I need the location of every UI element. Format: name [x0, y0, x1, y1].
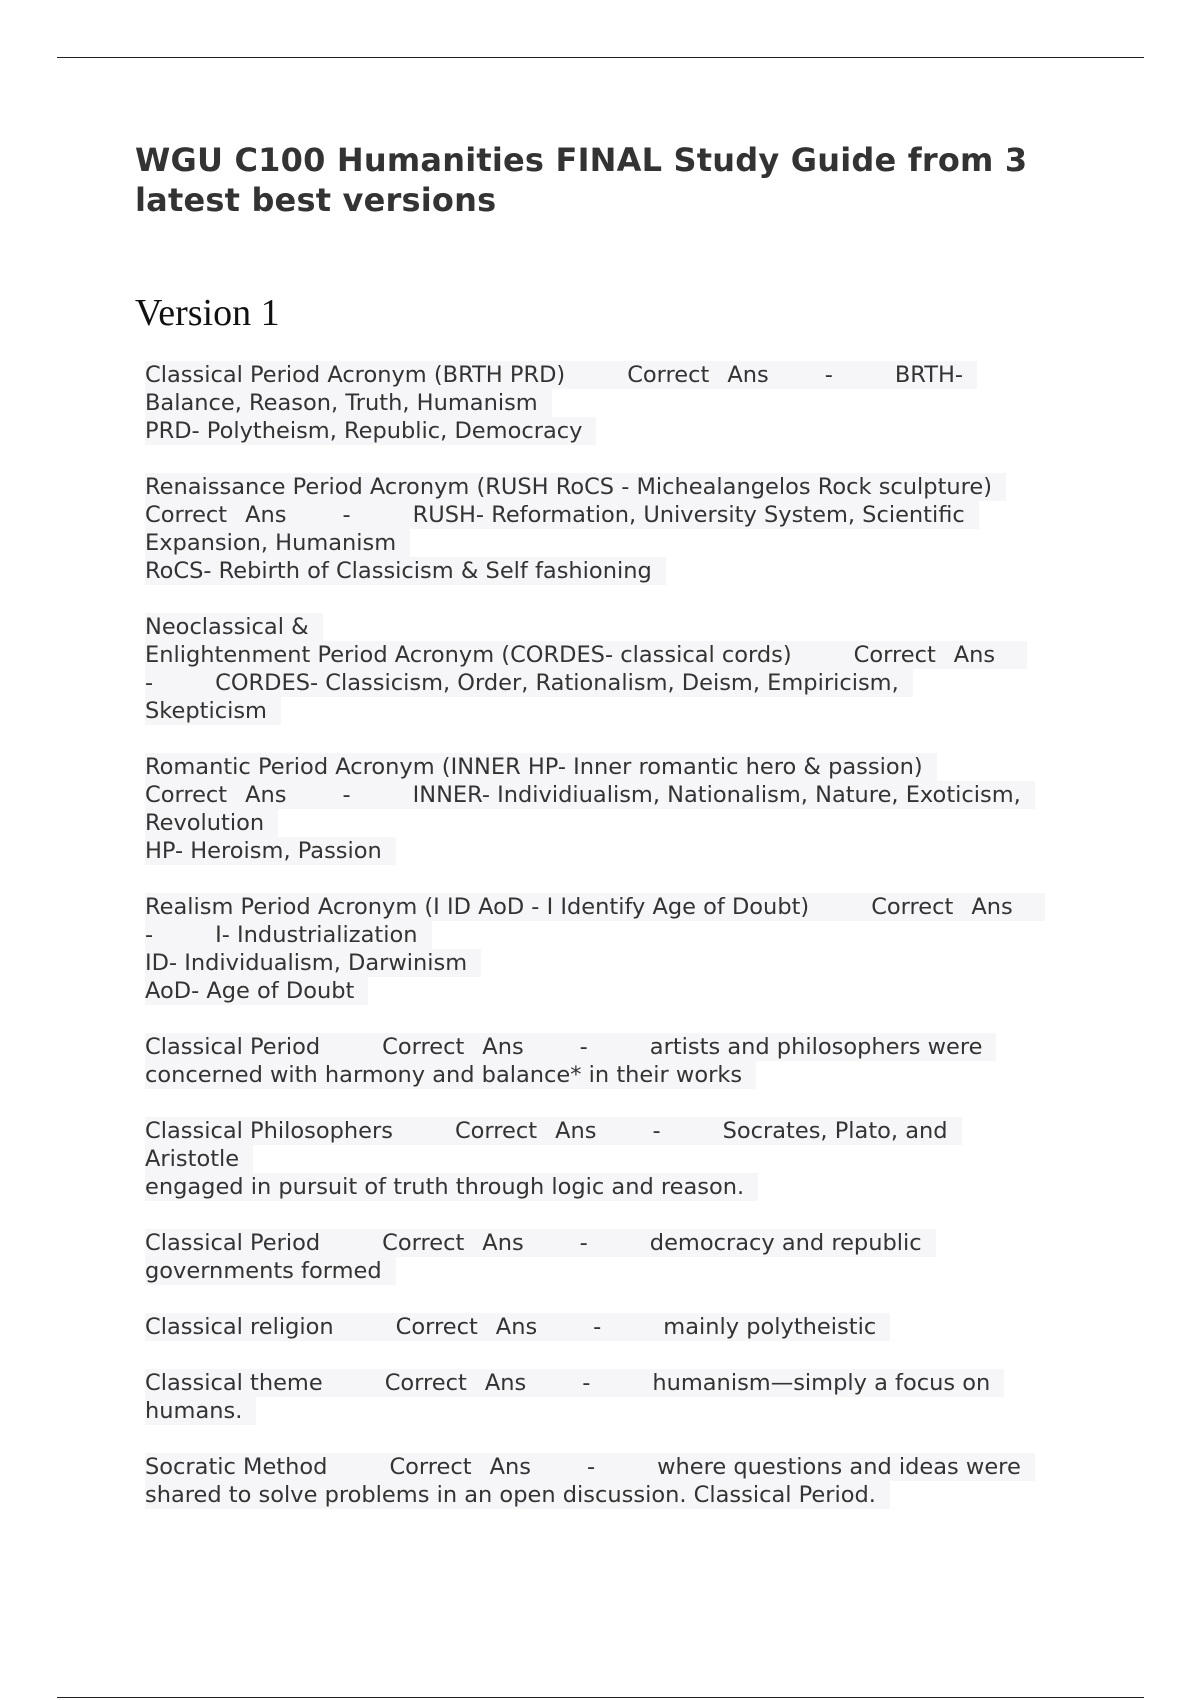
card-term-line — [145, 1117, 962, 1145]
card-term: Classical Philosophers — [145, 1118, 393, 1144]
dash-separator: - — [145, 922, 154, 948]
correct-label: Correct — [384, 1370, 467, 1396]
card-answer: BRTH- — [894, 362, 964, 388]
card-text-line: Balance, Reason, Truth, Humanism — [145, 389, 552, 417]
flashcard-item — [145, 893, 1095, 1005]
card-answer: humanism—simply a focus on — [652, 1370, 991, 1396]
dash-separator: - — [342, 782, 351, 808]
dash-separator: - — [579, 1034, 588, 1060]
flashcard-item — [145, 361, 1095, 445]
dash-separator: - — [145, 670, 154, 696]
card-term-line — [145, 893, 1045, 921]
dash-separator: - — [652, 1118, 661, 1144]
flashcard-item — [145, 1369, 1095, 1425]
card-text-line: Skepticism — [145, 697, 281, 725]
card-answer: democracy and republic — [649, 1230, 922, 1256]
card-answer: CORDES- Classicism, Order, Rationalism, Deism, Empiricism, — [215, 670, 899, 696]
card-text-line: shared to solve problems in an open discussion. Classical Period. — [145, 1481, 890, 1509]
correct-label: Correct — [145, 782, 228, 808]
card-text-line: concerned with harmony and balance* in their works — [145, 1061, 756, 1089]
card-term-line — [145, 1453, 1035, 1481]
card-term: Socratic Method — [145, 1454, 328, 1480]
card-text-line: engaged in pursuit of truth through logic and reason. — [145, 1173, 758, 1201]
correct-label: Correct — [871, 894, 954, 920]
card-text-line: Renaissance Period Acronym (RUSH RoCS - Michealangelos Rock sculpture) — [145, 473, 1006, 501]
card-text-line: RoCS- Rebirth of Classicism & Self fashioning — [145, 557, 666, 585]
card-term: Realism Period Acronym (I ID AoD - I Identify Age of Doubt) — [145, 894, 810, 920]
ans-label: Ans — [555, 1118, 597, 1144]
card-text-line: Revolution — [145, 809, 278, 837]
card-term-line — [145, 781, 1035, 809]
bottom-rule — [57, 1697, 1144, 1698]
flashcard-item — [145, 1117, 1095, 1201]
card-answer-line — [145, 669, 913, 697]
dash-separator: - — [579, 1230, 588, 1256]
card-term-line — [145, 641, 1027, 669]
card-answer: RUSH- Reformation, University System, Scientific — [412, 502, 965, 528]
card-text-line: AoD- Age of Doubt — [145, 977, 368, 1005]
card-term-line — [145, 1229, 936, 1257]
flashcard-item — [145, 1453, 1095, 1509]
ans-label: Ans — [482, 1034, 524, 1060]
card-text-line: Romantic Period Acronym (INNER HP- Inner romantic hero & passion) — [145, 753, 937, 781]
flashcard-item — [145, 753, 1095, 865]
correct-label: Correct — [382, 1034, 465, 1060]
dash-separator: - — [586, 1454, 596, 1480]
card-term-line — [145, 1369, 1004, 1397]
card-term-line — [145, 361, 977, 389]
card-term: Classical religion — [145, 1314, 334, 1340]
correct-label: Correct — [454, 1118, 538, 1144]
card-term: Classical theme — [145, 1370, 323, 1396]
correct-label: Correct — [389, 1454, 472, 1480]
card-text-line: humans. — [145, 1397, 256, 1425]
card-term: Classical Period — [145, 1230, 321, 1256]
card-answer: mainly polytheistic — [663, 1314, 877, 1340]
dash-separator: - — [824, 362, 833, 388]
card-answer: INNER- Individiualism, Nationalism, Nature, Exoticism, — [412, 782, 1021, 808]
card-answer: I- Industrialization — [215, 922, 418, 948]
flashcard-item — [145, 1033, 1095, 1089]
card-answer: where questions and ideas were — [657, 1454, 1021, 1480]
correct-label: Correct — [853, 642, 936, 668]
ans-label: Ans — [495, 1314, 538, 1340]
card-text-line: Neoclassical & — [145, 613, 323, 641]
flashcard-item — [145, 1313, 1095, 1341]
card-text-line: HP- Heroism, Passion — [145, 837, 396, 865]
card-text-line: PRD- Polytheism, Republic, Democracy — [145, 417, 596, 445]
ans-label: Ans — [971, 894, 1013, 920]
ans-label: Ans — [245, 502, 287, 528]
correct-label: Correct — [627, 362, 710, 388]
card-term-line — [145, 1033, 996, 1061]
top-rule — [57, 57, 1144, 58]
ans-label: Ans — [245, 782, 287, 808]
ans-label: Ans — [953, 642, 996, 668]
card-term-line — [145, 501, 979, 529]
dash-separator: - — [342, 502, 351, 528]
card-term-line — [145, 1313, 890, 1341]
flashcard-item — [145, 473, 1095, 585]
dash-separator: - — [593, 1314, 602, 1340]
card-answer: Socrates, Plato, and — [722, 1118, 948, 1144]
card-text-line: governments formed — [145, 1257, 396, 1285]
correct-label: Correct — [395, 1314, 478, 1340]
card-term: Classical Period — [145, 1034, 321, 1060]
card-text-line: Expansion, Humanism — [145, 529, 410, 557]
flashcard-item — [145, 613, 1095, 725]
card-answer: artists and philosophers were — [649, 1034, 983, 1060]
ans-label: Ans — [484, 1370, 527, 1396]
version-heading: Version 1 — [135, 292, 280, 334]
dash-separator: - — [582, 1370, 591, 1396]
ans-label: Ans — [727, 362, 769, 388]
card-text-line: Aristotle — [145, 1145, 253, 1173]
card-term: Enlightenment Period Acronym (CORDES- classical cords) — [145, 642, 792, 668]
card-term: Classical Period Acronym (BRTH PRD) — [145, 362, 566, 388]
ans-label: Ans — [482, 1230, 524, 1256]
card-answer-line — [145, 921, 432, 949]
ans-label: Ans — [489, 1454, 531, 1480]
correct-label: Correct — [382, 1230, 465, 1256]
correct-label: Correct — [145, 502, 228, 528]
flashcard-item — [145, 1229, 1095, 1285]
card-text-line: ID- Individualism, Darwinism — [145, 949, 481, 977]
document-title: WGU C100 Humanities FINAL Study Guide from 3 latest best versions — [135, 141, 1028, 219]
flashcard-list — [145, 361, 1095, 1509]
